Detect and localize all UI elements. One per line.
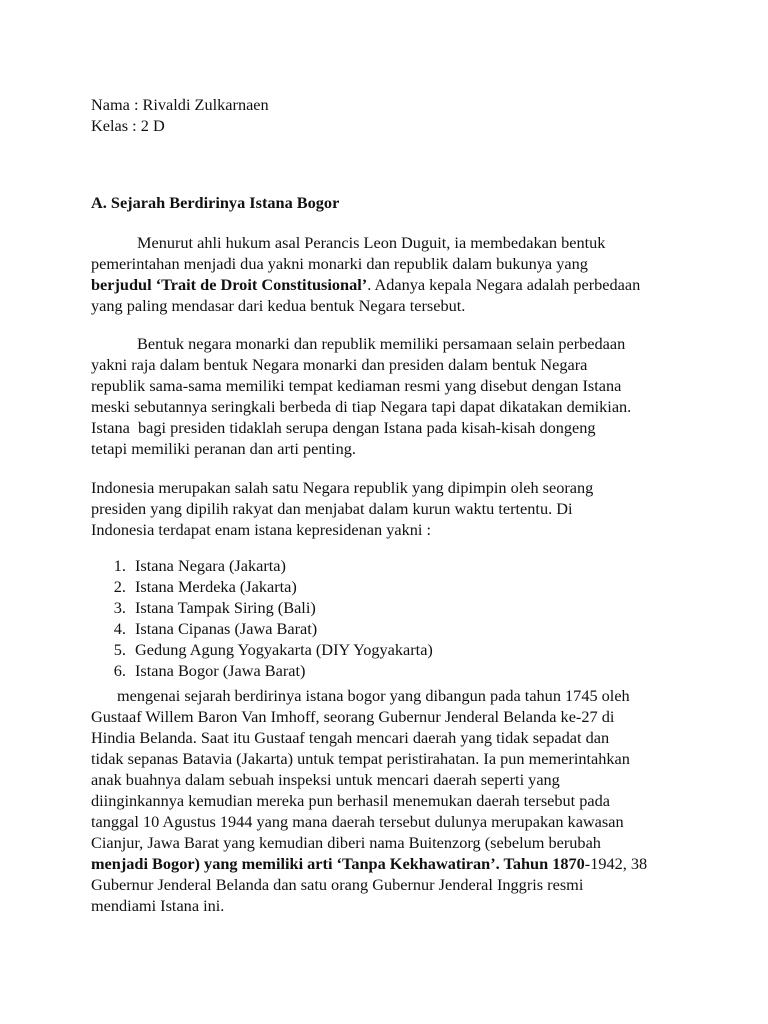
paragraph-4 — [91, 685, 691, 916]
list-item: 1. Istana Negara (Jakarta) — [113, 556, 286, 575]
paragraph-2-line-4: meski sebutannya seringkali berbeda di tiap Negara tapi dapat dikatakan demikian. — [91, 397, 632, 416]
paragraph-1 — [91, 232, 691, 316]
student-info — [91, 94, 691, 136]
bogor-meaning-bold: menjadi Bogor) yang memiliki arti ‘Tanpa Kekhawatiran’. Tahun 1870 — [91, 854, 585, 873]
paragraph-4-line-5: anak buahnya dalam sebuah inspeksi untuk mencari daerah seperti yang — [91, 770, 560, 789]
paragraph-4-line-2: Gustaaf Willem Baron Van Imhoff, seorang Gubernur Jenderal Belanda ke-27 di — [91, 707, 615, 726]
list-item: 6. Istana Bogor (Jawa Barat) — [113, 661, 306, 680]
paragraph-4-line-8: Cianjur, Jawa Barat yang kemudian diberi nama Buitenzorg (sebelum berubah — [91, 833, 601, 852]
paragraph-1-line-1: Menurut ahli hukum asal Perancis Leon Duguit, ia membedakan bentuk — [137, 233, 606, 252]
list-item: 4. Istana Cipanas (Jawa Barat) — [113, 619, 318, 638]
paragraph-2 — [91, 333, 691, 459]
list-item: 2. Istana Merdeka (Jakarta) — [113, 577, 297, 596]
list-item: 3. Istana Tampak Siring (Bali) — [113, 598, 316, 617]
paragraph-1-line-3: . Adanya kepala Negara adalah perbedaan — [367, 275, 641, 294]
paragraph-3 — [91, 477, 691, 540]
student-class: Kelas : 2 D — [91, 116, 165, 135]
paragraph-1-line-4: yang paling mendasar dari kedua bentuk Negara tersebut. — [91, 296, 466, 315]
paragraph-2-line-5: Istana bagi presiden tidaklah serupa dengan Istana pada kisah-kisah dongeng — [91, 418, 596, 437]
section-title-text: A. Sejarah Berdirinya Istana Bogor — [91, 193, 340, 212]
paragraph-2-line-2: yakni raja dalam bentuk Negara monarki dan presiden dalam bentuk Negara — [91, 355, 588, 374]
paragraph-2-line-1: Bentuk negara monarki dan republik memiliki persamaan selain perbedaan — [137, 334, 626, 353]
paragraph-1-line-2: pemerintahan menjadi dua yakni monarki dan republik dalam bukunya yang — [91, 254, 588, 273]
list-item: 5. Gedung Agung Yogyakarta (DIY Yogyakarta) — [113, 640, 433, 659]
paragraph-4-line-3: Hindia Belanda. Saat itu Gustaaf tengah mencari daerah yang tidak sepadat dan — [91, 728, 610, 747]
book-title-bold: berjudul ‘Trait de Droit Constitusional’ — [91, 275, 368, 294]
paragraph-4-line-9: -1942, 38 — [584, 854, 648, 873]
paragraph-4-line-11: mendiami Istana ini. — [91, 896, 225, 915]
paragraph-4-line-1: mengenai sejarah berdirinya istana bogor yang dibangun pada tahun 1745 oleh — [117, 686, 630, 705]
section-title — [91, 192, 691, 213]
paragraph-3-line-1: Indonesia merupakan salah satu Negara republik yang dipimpin oleh seorang — [91, 478, 594, 497]
paragraph-3-line-3: Indonesia terdapat enam istana kepresidenan yakni : — [91, 520, 431, 539]
palace-list — [91, 555, 433, 681]
paragraph-2-line-6: tetapi memiliki peranan dan arti penting. — [91, 439, 356, 458]
paragraph-2-line-3: republik sama-sama memiliki tempat kediaman resmi yang disebut dengan Istana — [91, 376, 622, 395]
student-name: Nama : Rivaldi Zulkarnaen — [91, 95, 269, 114]
paragraph-4-line-6: diinginkannya kemudian mereka pun berhasil menemukan daerah tersebut pada — [91, 791, 611, 810]
paragraph-4-line-4: tidak sepanas Batavia (Jakarta) untuk tempat peristirahatan. Ia pun memerintahkan — [91, 749, 630, 768]
paragraph-4-line-7: tanggal 10 Agustus 1944 yang mana daerah tersebut dulunya merupakan kawasan — [91, 812, 624, 831]
paragraph-4-line-10: Gubernur Jenderal Belanda dan satu orang Gubernur Jenderal Inggris resmi — [91, 875, 584, 894]
paragraph-3-line-2: presiden yang dipilih rakyat dan menjabat dalam kurun waktu tertentu. Di — [91, 499, 573, 518]
